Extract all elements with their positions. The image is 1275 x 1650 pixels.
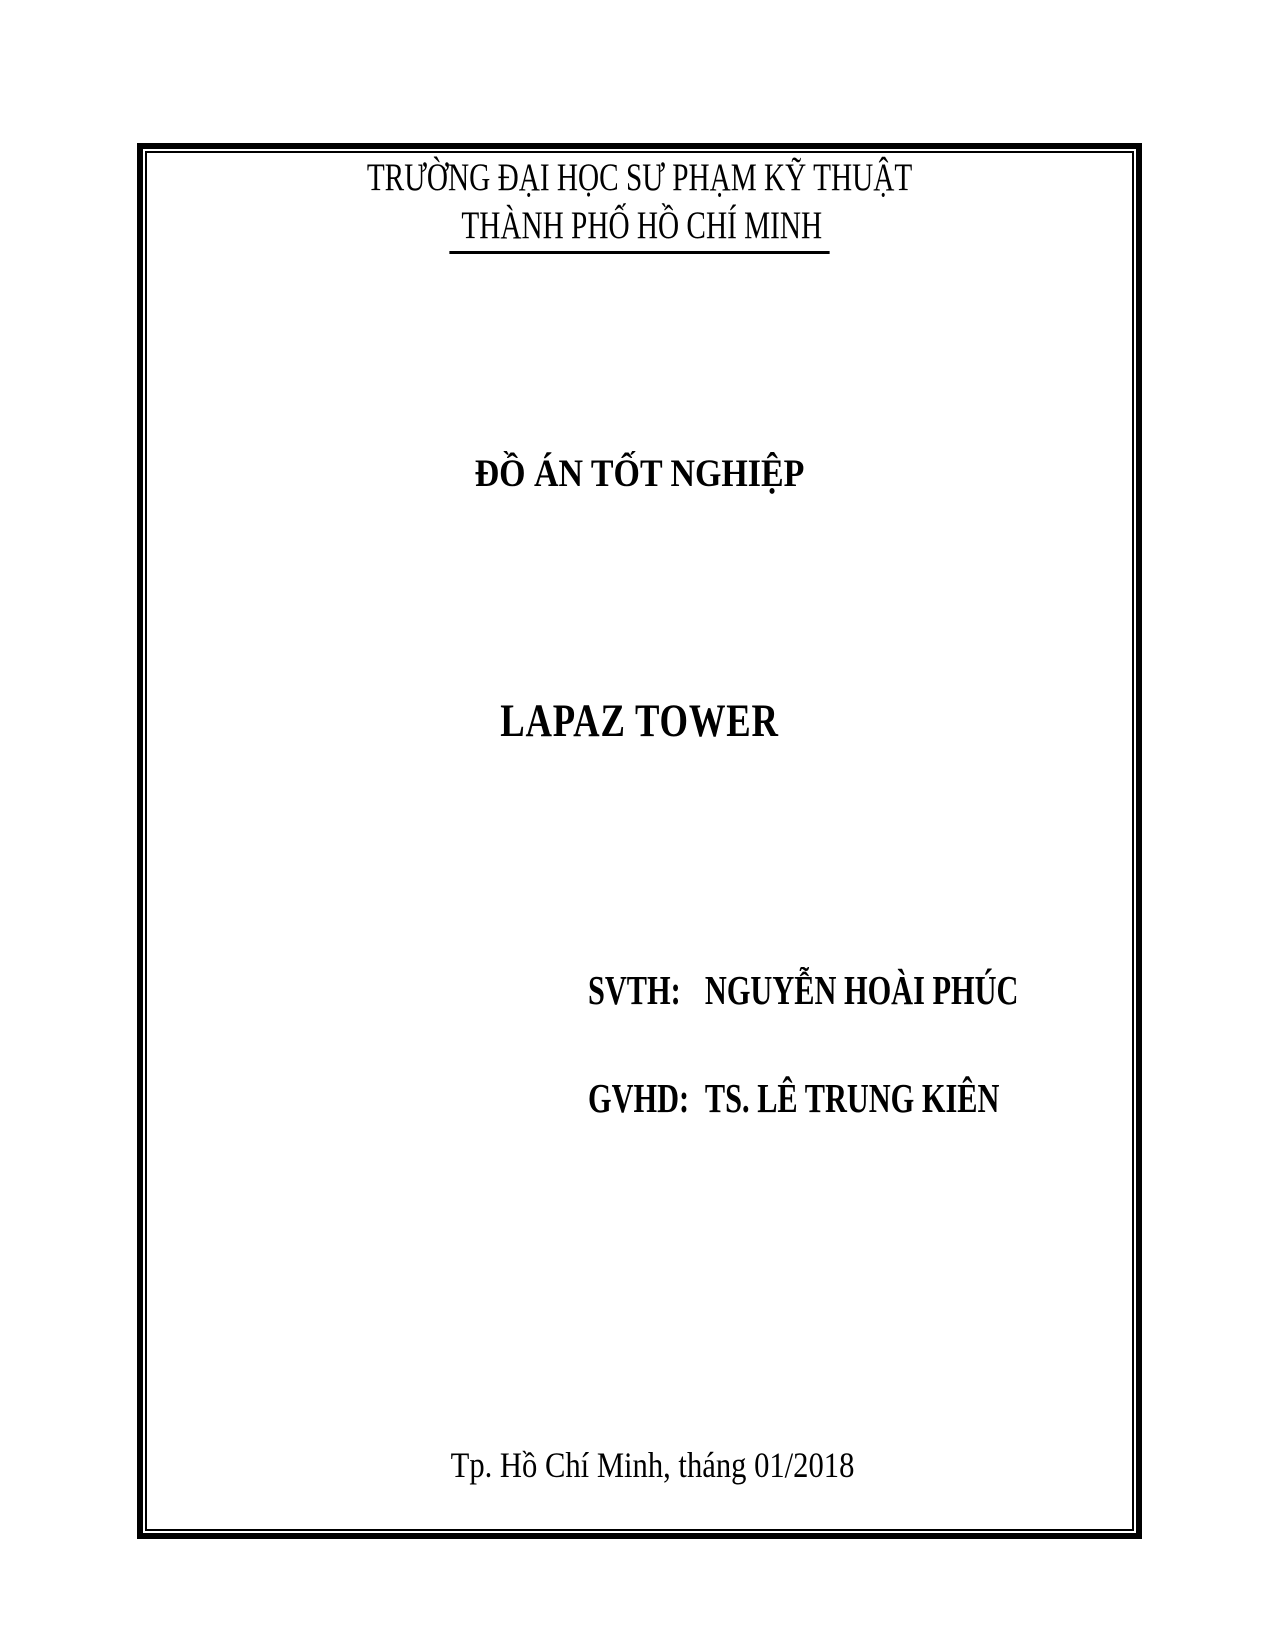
advisor-row [588,1075,999,1122]
project-title: LAPAZ TOWER [500,695,779,747]
university-name: TRƯỜNG ĐẠI HỌC SƯ PHẠM KỸ THUẬT [366,156,913,199]
student-label: SVTH: [588,967,681,1013]
footer-place-date: Tp. Hồ Chí Minh, tháng 01/2018 [450,1445,855,1485]
document-type-heading: ĐỒ ÁN TỐT NGHIỆP [474,452,805,495]
page-border-frame [137,143,1142,1539]
advisor-name: TS. LÊ TRUNG KIÊN [704,1075,1000,1121]
student-row [588,967,1018,1014]
advisor-label: GVHD: [588,1075,690,1121]
university-city-text: THÀNH PHỐ HỒ CHÍ MINH [449,204,829,254]
student-name: NGUYỄN HOÀI PHÚC [704,967,1019,1013]
university-city-line [270,204,1009,254]
page-border-inner [145,151,1134,1531]
